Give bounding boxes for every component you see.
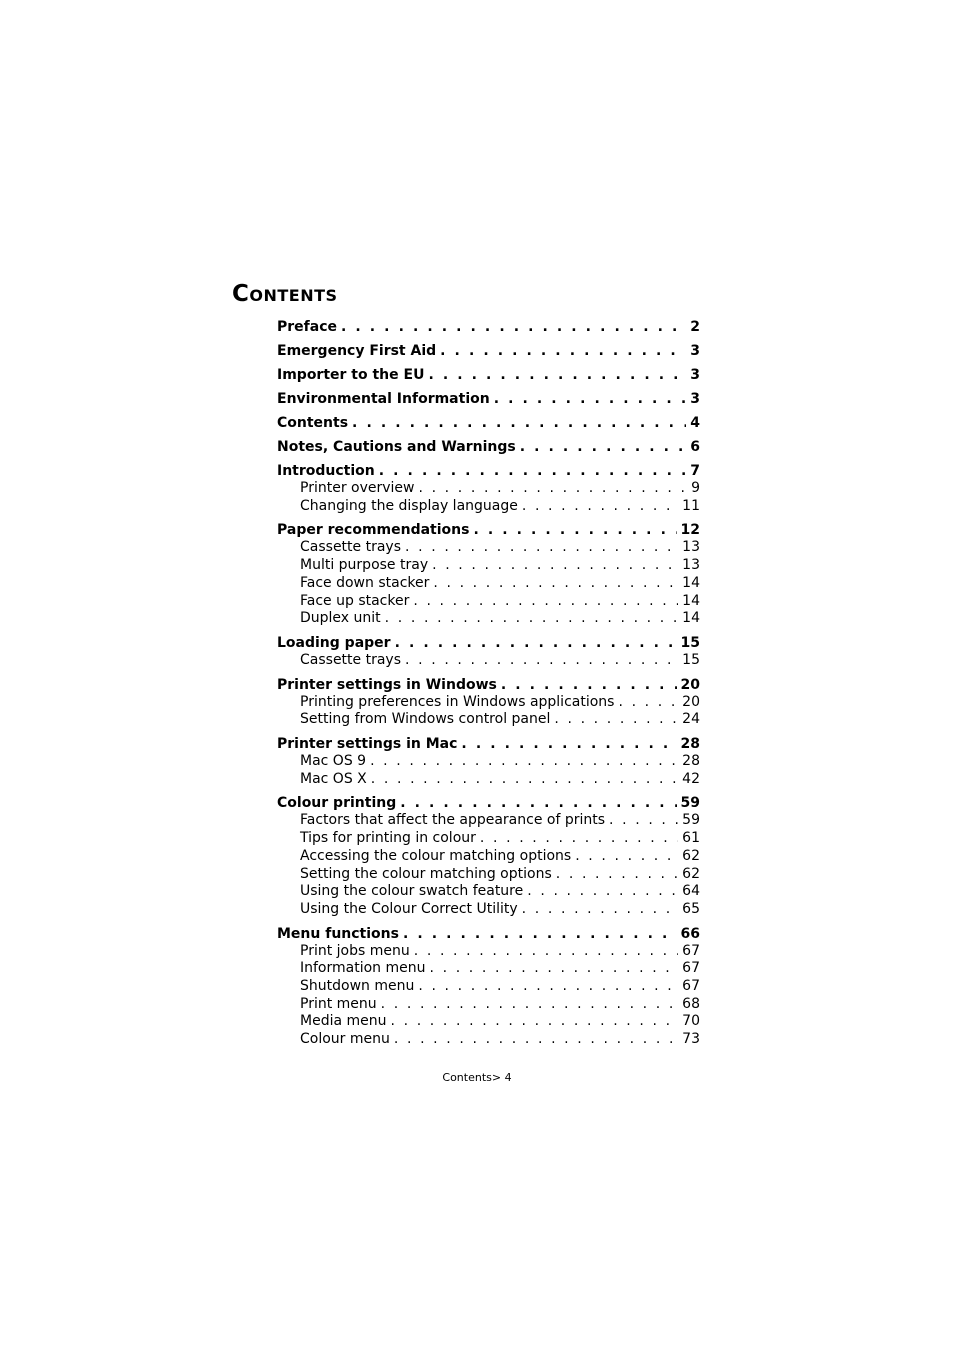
toc-subentry[interactable] <box>277 498 700 516</box>
toc-subentry[interactable] <box>277 610 700 628</box>
toc-entry[interactable] <box>277 925 700 943</box>
toc-entry-page-number: 20 <box>680 676 700 693</box>
toc-subentry-label: Duplex unit <box>300 610 381 627</box>
toc-section <box>277 521 700 628</box>
page-footer: Contents> 4 <box>442 1071 512 1084</box>
toc-entry-page-number: 3 <box>690 343 700 359</box>
toc-section <box>277 414 700 432</box>
toc-entry[interactable] <box>277 521 700 539</box>
toc-section <box>277 676 700 729</box>
toc-entry-label: Printer settings in Mac <box>277 736 458 753</box>
toc-subentry-page-number: 70 <box>682 1013 700 1030</box>
toc-section <box>277 794 700 918</box>
toc-subentry-label: Information menu <box>300 960 426 977</box>
toc-subentry[interactable] <box>277 978 700 996</box>
toc-subentry-label: Printing preferences in Windows applications <box>300 693 615 710</box>
toc-entry-page-number: 4 <box>690 415 700 431</box>
dot-leader <box>341 318 686 336</box>
toc-subentry-label: Print jobs menu <box>300 942 410 959</box>
toc-subentry-page-number: 9 <box>691 480 700 496</box>
toc-section <box>277 366 700 384</box>
toc-entry[interactable] <box>277 342 700 360</box>
dot-leader <box>400 794 676 812</box>
toc-subentry-page-number: 14 <box>682 574 700 591</box>
toc-subentry[interactable] <box>277 830 700 848</box>
toc-subentry-label: Accessing the colour matching options <box>300 847 572 864</box>
toc-subentry-page-number: 14 <box>682 592 700 609</box>
dot-leader <box>461 735 676 753</box>
toc-subentry-label: Setting from Windows control panel <box>300 711 551 728</box>
toc-subentry-label: Shutdown menu <box>300 978 415 995</box>
toc-entry-label: Notes, Cautions and Warnings <box>277 439 516 455</box>
toc-subentry-label: Face down stacker <box>300 574 430 591</box>
toc-subentry[interactable] <box>277 557 700 575</box>
toc-entry-page-number: 7 <box>690 463 700 479</box>
toc-subentry[interactable] <box>277 1013 700 1031</box>
toc-subentry-label: Printer overview <box>300 480 415 496</box>
toc-entry-page-number: 28 <box>680 736 700 753</box>
toc-subentry-page-number: 15 <box>682 651 700 668</box>
toc-subentry[interactable] <box>277 943 700 961</box>
dot-leader <box>428 366 686 384</box>
toc-entry[interactable] <box>277 318 700 336</box>
toc-section <box>277 735 700 788</box>
dot-leader <box>379 462 686 480</box>
toc-entry[interactable] <box>277 462 700 480</box>
toc-subentry-page-number: 65 <box>682 900 700 917</box>
dot-leader <box>522 498 678 516</box>
dot-leader <box>352 414 686 432</box>
toc-entry-label: Menu functions <box>277 925 399 942</box>
toc-entry-page-number: 15 <box>680 634 700 651</box>
dot-leader <box>414 943 678 961</box>
toc-entry-label: Environmental Information <box>277 391 490 407</box>
toc-subentry-page-number: 64 <box>682 883 700 900</box>
dot-leader <box>371 771 678 789</box>
toc-subentry-label: Media menu <box>300 1013 387 1030</box>
toc-subentry-label: Factors that affect the appearance of prints <box>300 812 606 829</box>
toc-subentry-label: Colour menu <box>300 1031 390 1048</box>
toc-subentry-page-number: 62 <box>682 865 700 882</box>
toc-subentry[interactable] <box>277 901 700 919</box>
toc-entry[interactable] <box>277 366 700 384</box>
toc-subentry-label: Setting the colour matching options <box>300 865 552 882</box>
toc-subentry[interactable] <box>277 480 700 498</box>
toc-subentry[interactable] <box>277 593 700 611</box>
dot-leader <box>618 694 678 712</box>
toc-entry-page-number: 59 <box>680 795 700 812</box>
toc-section <box>277 634 700 670</box>
dot-leader <box>494 390 686 408</box>
toc-subentry-page-number: 68 <box>682 995 700 1012</box>
dot-leader <box>370 753 678 771</box>
toc-entry-label: Printer settings in Windows <box>277 676 497 693</box>
toc-subentry-page-number: 67 <box>682 978 700 995</box>
dot-leader <box>501 676 677 694</box>
toc-section <box>277 342 700 360</box>
dot-leader <box>391 1013 679 1031</box>
toc-section <box>277 925 700 1049</box>
toc-entry-page-number: 2 <box>690 319 700 335</box>
toc-entry[interactable] <box>277 414 700 432</box>
toc-entry-page-number: 6 <box>690 439 700 455</box>
dot-leader <box>395 634 677 652</box>
toc-subentry[interactable] <box>277 753 700 771</box>
toc-subentry-page-number: 13 <box>682 539 700 556</box>
toc-subentry[interactable] <box>277 711 700 729</box>
toc-subentry-label: Print menu <box>300 995 377 1012</box>
toc-entry[interactable] <box>277 676 700 694</box>
toc-entry-label: Importer to the EU <box>277 367 425 383</box>
dot-leader <box>554 711 678 729</box>
toc-entry-label: Paper recommendations <box>277 522 470 539</box>
toc-subentry-label: Using the colour swatch feature <box>300 883 524 900</box>
toc-entry-label: Introduction <box>277 463 375 479</box>
toc-subentry-page-number: 59 <box>682 812 700 829</box>
toc-subentry-page-number: 20 <box>682 693 700 710</box>
page-title: Contents <box>232 281 338 307</box>
toc-subentry-label: Mac OS 9 <box>300 753 367 770</box>
toc-entry-label: Loading paper <box>277 634 391 651</box>
toc-subentry-label: Changing the display language <box>300 497 518 514</box>
toc-entry[interactable] <box>277 634 700 652</box>
dot-leader <box>432 557 678 575</box>
toc-section <box>277 462 700 515</box>
toc-section <box>277 318 700 336</box>
dot-leader <box>413 593 678 611</box>
dot-leader <box>527 883 678 901</box>
toc-subentry[interactable] <box>277 996 700 1014</box>
toc-entry[interactable] <box>277 390 700 408</box>
toc-subentry-label: Tips for printing in colour <box>300 830 476 847</box>
toc-subentry-page-number: 67 <box>682 960 700 977</box>
toc-subentry-page-number: 73 <box>682 1031 700 1048</box>
dot-leader <box>430 960 679 978</box>
toc-subentry-label: Cassette trays <box>300 651 402 668</box>
dot-leader <box>433 575 678 593</box>
toc-entry[interactable] <box>277 735 700 753</box>
dot-leader <box>473 521 676 539</box>
toc-subentry-page-number: 42 <box>682 770 700 787</box>
dot-leader <box>480 830 678 848</box>
dot-leader <box>405 652 678 670</box>
dot-leader <box>403 925 677 943</box>
toc-subentry[interactable] <box>277 652 700 670</box>
toc-subentry-label: Mac OS X <box>300 770 367 787</box>
toc-subentry[interactable] <box>277 1031 700 1049</box>
dot-leader <box>520 438 686 456</box>
toc-entry-page-number: 66 <box>680 925 700 942</box>
dot-leader <box>609 812 678 830</box>
dot-leader <box>394 1031 678 1049</box>
table-of-contents <box>277 318 700 1055</box>
toc-subentry-page-number: 61 <box>682 830 700 847</box>
dot-leader <box>575 848 678 866</box>
toc-subentry-label: Multi purpose tray <box>300 557 429 574</box>
toc-subentry[interactable] <box>277 694 700 712</box>
toc-subentry-page-number: 11 <box>682 497 700 514</box>
dot-leader <box>418 480 686 498</box>
dot-leader <box>381 996 679 1014</box>
toc-entry-label: Preface <box>277 319 337 335</box>
toc-entry-label: Emergency First Aid <box>277 343 437 359</box>
toc-subentry-label: Cassette trays <box>300 539 402 556</box>
toc-subentry-page-number: 24 <box>682 711 700 728</box>
toc-entry-page-number: 12 <box>680 522 700 539</box>
toc-subentry[interactable] <box>277 883 700 901</box>
toc-subentry-page-number: 28 <box>682 753 700 770</box>
dot-leader <box>418 978 678 996</box>
toc-entry-page-number: 3 <box>690 391 700 407</box>
dot-leader <box>385 610 679 628</box>
toc-subentry-page-number: 67 <box>682 942 700 959</box>
toc-entry-label: Colour printing <box>277 795 397 812</box>
toc-subentry-label: Using the Colour Correct Utility <box>300 900 518 917</box>
toc-subentry-page-number: 14 <box>682 610 700 627</box>
toc-entry-label: Contents <box>277 415 349 431</box>
toc-subentry[interactable] <box>277 812 700 830</box>
toc-subentry[interactable] <box>277 771 700 789</box>
toc-subentry[interactable] <box>277 575 700 593</box>
toc-subentry[interactable] <box>277 960 700 978</box>
toc-subentry[interactable] <box>277 539 700 557</box>
toc-subentry-label: Face up stacker <box>300 592 410 609</box>
toc-section <box>277 438 700 456</box>
toc-entry[interactable] <box>277 794 700 812</box>
dot-leader <box>556 866 678 884</box>
dot-leader <box>405 539 678 557</box>
dot-leader <box>522 901 679 919</box>
toc-subentry-page-number: 62 <box>682 847 700 864</box>
toc-entry[interactable] <box>277 438 700 456</box>
toc-entry-page-number: 3 <box>690 367 700 383</box>
toc-section <box>277 390 700 408</box>
toc-subentry[interactable] <box>277 866 700 884</box>
toc-subentry-page-number: 13 <box>682 557 700 574</box>
dot-leader <box>440 342 686 360</box>
toc-subentry[interactable] <box>277 848 700 866</box>
